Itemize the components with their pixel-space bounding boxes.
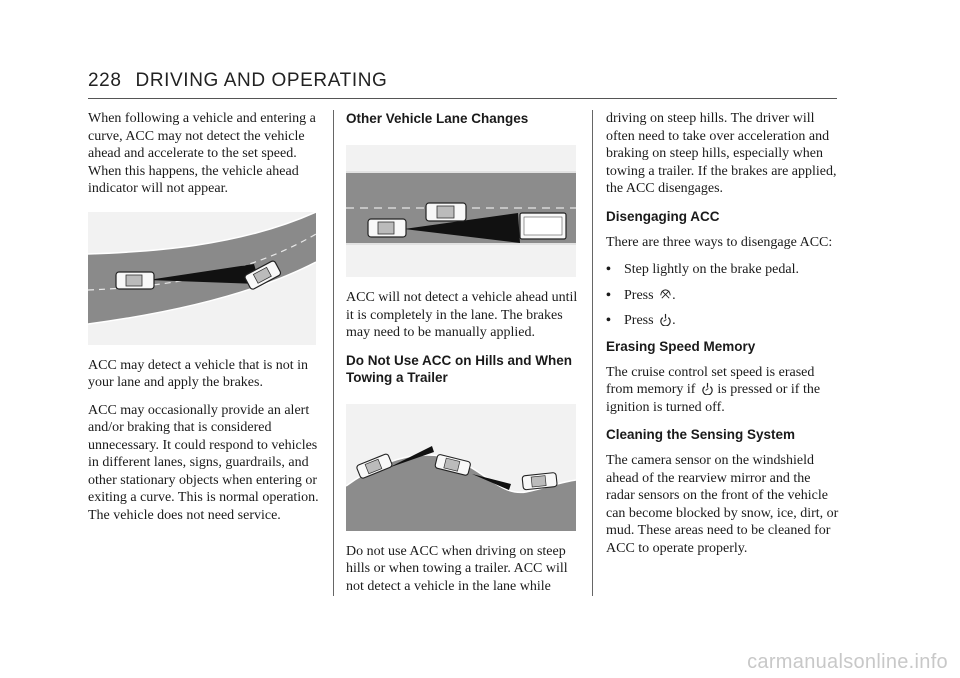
disengaging-heading: Disengaging ACC xyxy=(606,208,720,224)
disengage-list xyxy=(606,261,842,330)
curve-illustration xyxy=(88,212,316,345)
header-rule xyxy=(88,98,837,99)
cancel-icon xyxy=(659,288,672,301)
curve-paragraph: When following a vehicle and entering a curve, ACC may not detect the vehicle ahead and accelerate to the set speed. When this happens, the vehicle ahead indicator will not appear. xyxy=(88,111,316,196)
list-item-text: Press xyxy=(624,287,654,303)
column-1 xyxy=(88,110,324,534)
erasing-memory-paragraph xyxy=(606,364,842,417)
lane-change-heading: Other Vehicle Lane Changes xyxy=(346,111,529,126)
hills-towing-heading: Do Not Use ACC on Hills and When Towing a Trailer xyxy=(346,352,572,385)
list-item-suffix: . xyxy=(672,313,676,328)
hills-paragraph: Do not use ACC when driving on steep hills or when towing a trailer. ACC will not detect a vehicle in the lane while xyxy=(346,543,568,594)
hills-illustration xyxy=(346,404,576,531)
column-divider-1 xyxy=(333,110,334,596)
list-item xyxy=(606,312,842,330)
column-3 xyxy=(606,110,842,567)
list-item xyxy=(606,261,842,279)
column-divider-2 xyxy=(592,110,593,596)
bullet: • xyxy=(606,287,611,303)
unnecessary-alert-paragraph: ACC may occasionally provide an alert and/or braking that is considered unnecessary. It could respond to vehicles in different lanes, signs, guardrails, and other stationary objects when entering or exiting a curve. This is normal operation. The vehicle does not need service. xyxy=(88,402,319,523)
section-title: DRIVING AND OPERATING xyxy=(135,70,388,91)
bullet: • xyxy=(606,262,611,277)
disengage-intro: There are three ways to disengage ACC: xyxy=(606,234,833,250)
list-item xyxy=(606,287,842,305)
lane-change-paragraph: ACC will not detect a vehicle ahead until it is completely in the lane. The brakes may need to be manually applied. xyxy=(346,290,578,340)
watermark: carmanualsonline.info xyxy=(747,651,948,673)
bullet: • xyxy=(606,313,611,328)
page-header xyxy=(88,70,387,92)
erasing-text-after: is pressed or if the ignition is turned off. xyxy=(606,382,821,415)
hills-continued-paragraph: driving on steep hills. The driver will often need to take over acceleration and braking on steep hills, especially when towing a trailer. If the brakes are applied, the ACC disengages. xyxy=(606,111,837,196)
column-2 xyxy=(346,110,582,605)
lane-change-illustration xyxy=(346,145,576,277)
adjacent-lane-paragraph: ACC may detect a vehicle that is not in your lane and apply the brakes. xyxy=(88,357,309,390)
erasing-memory-heading: Erasing Speed Memory xyxy=(606,338,756,354)
cleaning-paragraph: The camera sensor on the windshield ahead of the rearview mirror and the radar sensors on the front of the vehicle can become blocked by snow, ice, dirt, or mud. These areas need to be cleaned for ACC to operate properly. xyxy=(606,453,839,556)
list-item-text: Press xyxy=(624,313,654,328)
erasing-text-before: The cruise control set speed is erased from memory if xyxy=(606,364,815,397)
list-item-suffix: . xyxy=(672,287,676,303)
list-item-text: Step lightly on the brake pedal. xyxy=(624,262,799,277)
cleaning-heading: Cleaning the Sensing System xyxy=(606,427,796,442)
cruise-power-icon xyxy=(659,313,672,326)
page-number: 228 xyxy=(88,70,122,91)
cruise-power-icon xyxy=(701,382,714,395)
